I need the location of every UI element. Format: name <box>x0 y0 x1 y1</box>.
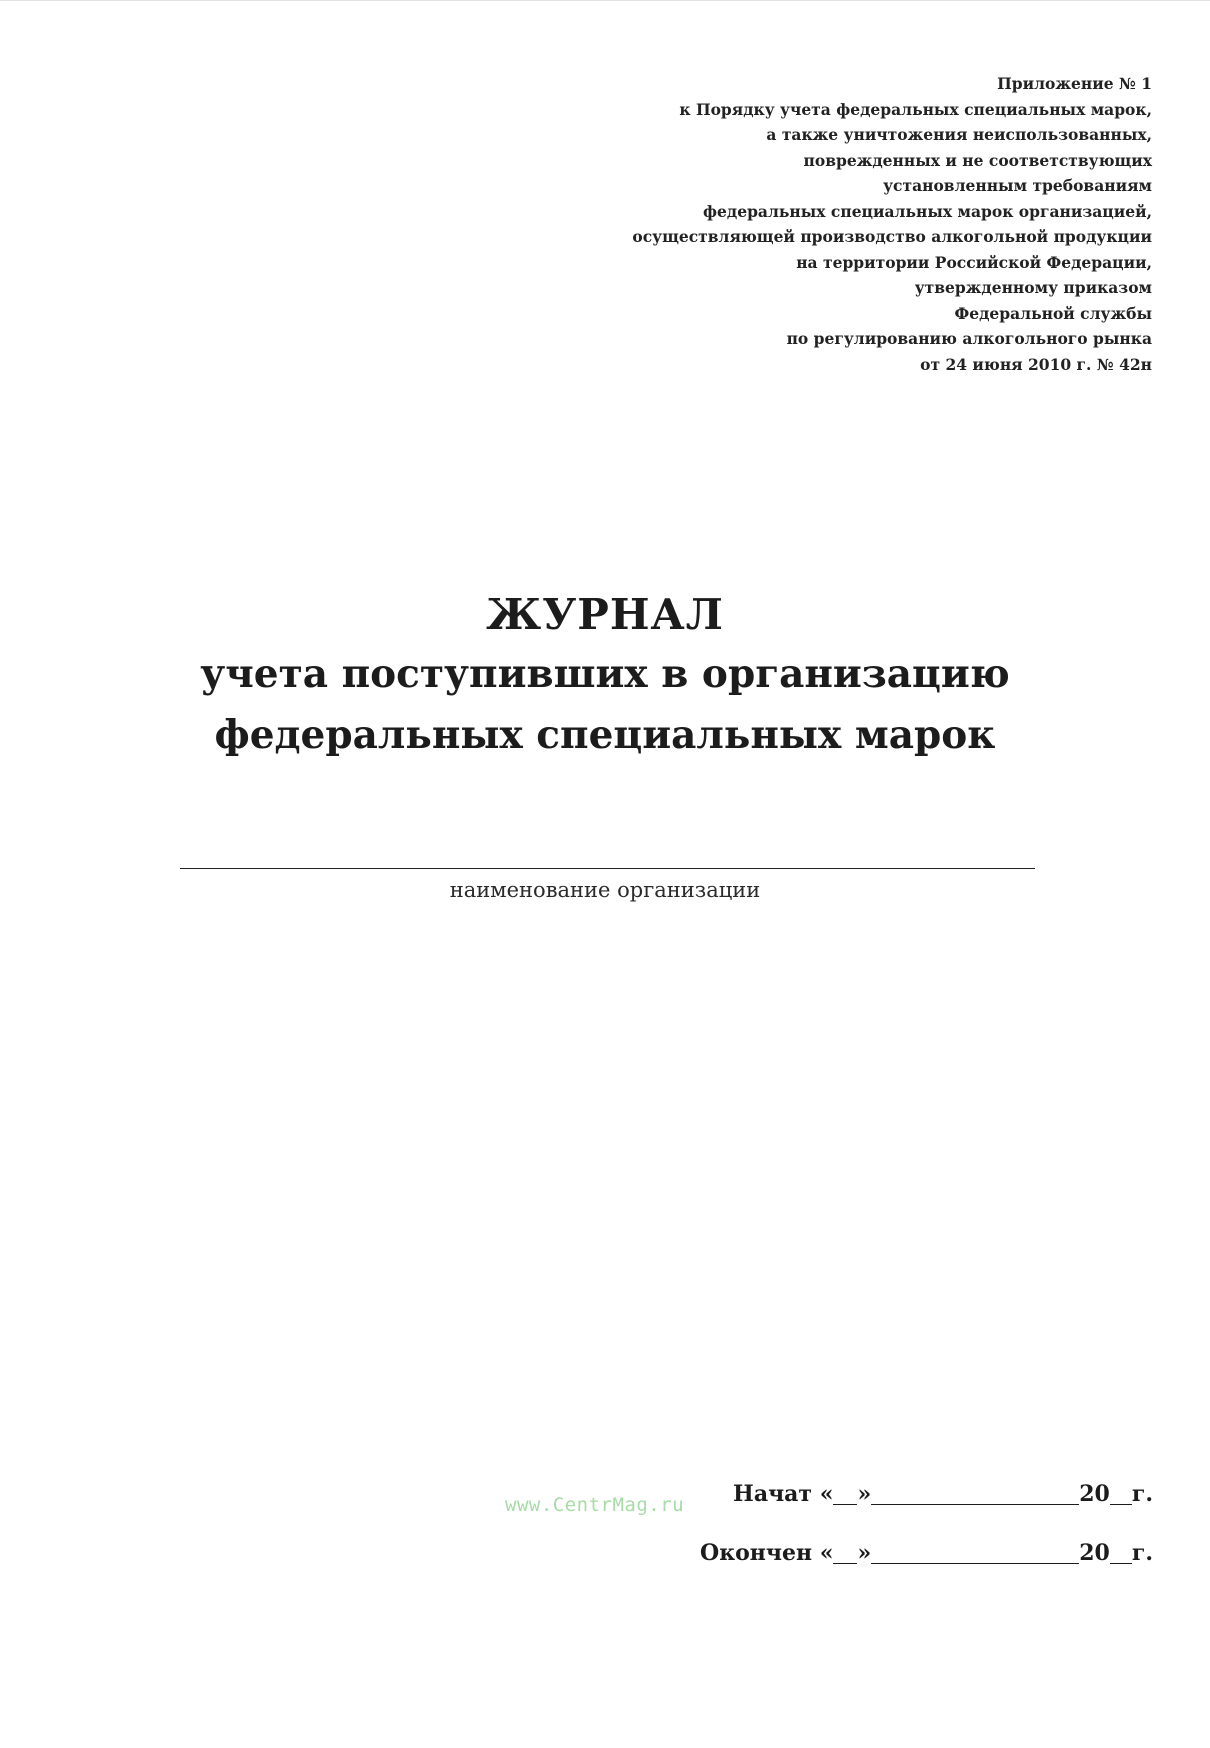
start-date-close-quote: » <box>857 1481 872 1507</box>
end-year-prefix: 20 <box>1079 1540 1110 1566</box>
start-year-prefix: 20 <box>1079 1481 1110 1507</box>
appendix-line: от 24 июня 2010 г. № 42н <box>920 354 1152 374</box>
appendix-line: установленным требованиям <box>883 176 1152 195</box>
appendix-line: поврежденных и не соответствующих <box>803 150 1152 170</box>
title-line-3: федеральных специальных марок <box>214 712 996 758</box>
appendix-line: осуществляющей производство алкогольной продукции <box>632 227 1152 246</box>
appendix-line: по регулированию алкогольного рынка <box>786 329 1152 348</box>
end-day-blank <box>833 1541 857 1564</box>
appendix-line: утвержденному приказом <box>914 278 1152 297</box>
start-year-suffix: г. <box>1131 1481 1153 1507</box>
end-year-suffix: г. <box>1131 1540 1153 1566</box>
end-date-close-quote: » <box>857 1540 872 1566</box>
journal-title <box>0 586 1210 766</box>
appendix-reference <box>512 71 1152 377</box>
end-year-blank <box>1110 1541 1132 1564</box>
appendix-line: а также уничтожения неиспользованных, <box>766 125 1152 144</box>
organization-name-line <box>180 868 1035 869</box>
appendix-line: Приложение № 1 <box>997 74 1152 93</box>
start-date-row <box>733 1479 1153 1509</box>
appendix-line: Федеральной службы <box>954 303 1152 323</box>
end-date-label: Окончен « <box>700 1540 834 1566</box>
start-year-blank <box>1110 1482 1132 1505</box>
appendix-line: федеральных специальных марок организацией, <box>703 201 1152 221</box>
watermark: www.CentrMag.ru <box>505 1494 685 1516</box>
title-main: ЖУРНАЛ <box>486 590 724 639</box>
start-month-blank <box>871 1482 1079 1505</box>
end-date-row <box>700 1538 1153 1568</box>
organization-name-caption: наименование организации <box>449 878 761 902</box>
appendix-line: на территории Российской Федерации, <box>796 252 1152 272</box>
title-line-2: учета поступивших в организацию <box>200 651 1010 697</box>
start-date-label: Начат « <box>733 1481 834 1507</box>
appendix-line: к Порядку учета федеральных специальных марок, <box>679 99 1152 119</box>
end-month-blank <box>871 1541 1079 1564</box>
start-day-blank <box>833 1482 857 1505</box>
